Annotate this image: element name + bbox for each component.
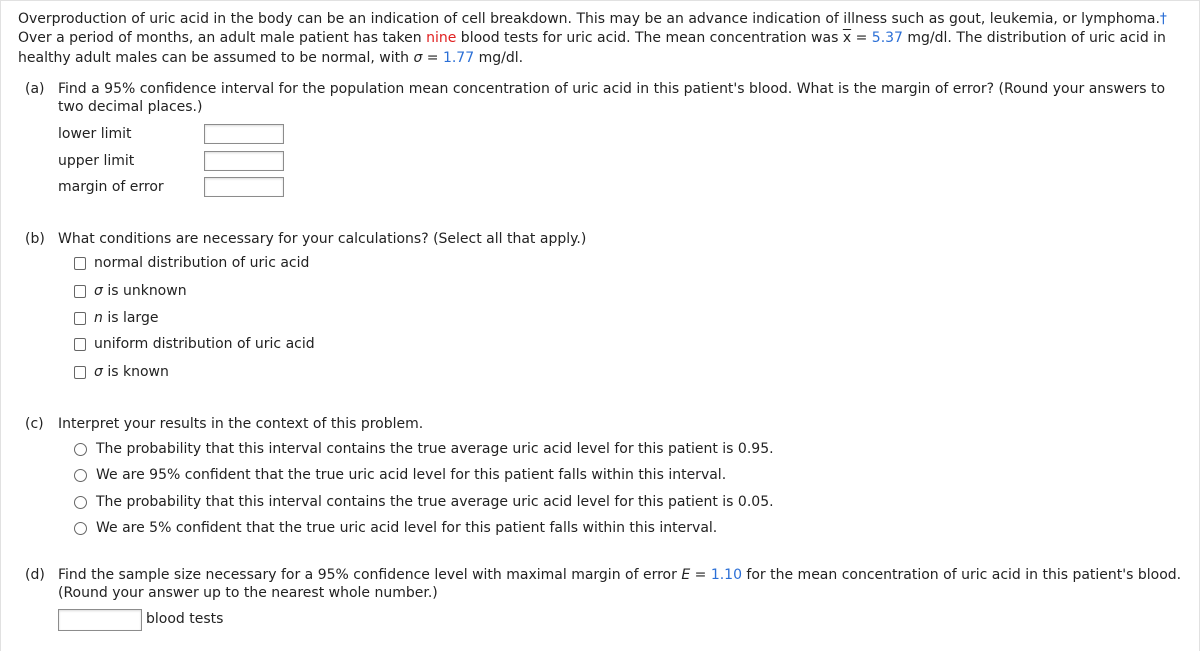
sample-mean-value: 5.37 [871, 30, 903, 47]
sample-size-unit-label: blood tests [146, 611, 224, 627]
part-a-label: (a) [25, 81, 45, 97]
margin-of-error-input[interactable] [204, 177, 284, 197]
checkbox[interactable] [74, 285, 86, 298]
part-d-question: Find the sample size necessary for a 95% confidence level with maximal margin of error E = 1.10 for the mean concentration of uric acid in this patient's blood. (Round your answer up to the nearest whole number.) [58, 567, 1182, 601]
sigma-symbol: σ [413, 49, 423, 66]
radio-button[interactable] [74, 469, 87, 482]
upper-limit-label: upper limit [58, 153, 135, 169]
radio-button[interactable] [74, 496, 87, 509]
checkbox[interactable] [74, 257, 86, 270]
problem-statement: Overproduction of uric acid in the body can be an indication of cell breakdown. This may be an advance indication of illness such as gout, leukemia, or lymphoma.† Over a period of months, an adult male patient has taken nine blood tests for uric acid. The mean concentration was $\overline{x} = 5.37$ mg/dl. The distribution of uric acid in healthy adult males can be assumed to be normal, with σ = 1.77 mg/dl. [18, 11, 1167, 66]
sample-count-value: nine [426, 30, 457, 47]
part-b-label: (b) [25, 231, 45, 247]
condition-option-sigma-unknown[interactable]: σ is unknown [74, 283, 187, 299]
radio-button[interactable] [74, 522, 87, 535]
checkbox[interactable] [74, 338, 86, 351]
sigma-value: 1.77 [442, 49, 475, 66]
part-c-label: (c) [25, 416, 44, 432]
condition-option-normal[interactable]: normal distribution of uric acid [74, 255, 309, 271]
radio-button[interactable] [74, 443, 87, 456]
part-a-question: Find a 95% confidence interval for the population mean concentration of uric acid in this patient's blood. What is the margin of error? (Round your answers to two decimal places.) [58, 81, 1166, 115]
lower-limit-input[interactable] [204, 124, 284, 144]
footnote-dagger-link[interactable]: † [1159, 11, 1167, 27]
upper-limit-input[interactable] [204, 151, 284, 171]
interpretation-option-3[interactable]: The probability that this interval contains the true average uric acid level for this patient is 0.05. [74, 494, 774, 510]
interpretation-option-1[interactable]: The probability that this interval contains the true average uric acid level for this patient is 0.95. [74, 441, 774, 457]
part-c-question: Interpret your results in the context of this problem. [58, 416, 424, 432]
checkbox[interactable] [74, 366, 86, 379]
condition-option-uniform[interactable]: uniform distribution of uric acid [74, 336, 315, 352]
intro-text: Overproduction of uric acid in the body can be an indication of cell breakdown. This may be an advance indication of illness such as gout, leukemia, or lymphoma. [18, 11, 1160, 27]
margin-e-value: 1.10 [710, 567, 742, 583]
interpretation-option-2[interactable]: We are 95% confident that the true uric acid level for this patient falls within this interval. [74, 467, 726, 483]
margin-of-error-label: margin of error [58, 179, 164, 195]
condition-option-n-large[interactable]: n is large [74, 310, 158, 326]
xbar-symbol: $\overline{x}$ [842, 30, 852, 47]
checkbox[interactable] [74, 312, 86, 325]
interpretation-option-4[interactable]: We are 5% confident that the true uric acid level for this patient falls within this interval. [74, 520, 717, 536]
lower-limit-label: lower limit [58, 126, 132, 142]
part-d-label: (d) [25, 567, 45, 583]
part-b-question: What conditions are necessary for your calculations? (Select all that apply.) [58, 231, 587, 247]
condition-option-sigma-known[interactable]: σ is known [74, 364, 169, 380]
sample-size-input[interactable] [58, 609, 142, 631]
